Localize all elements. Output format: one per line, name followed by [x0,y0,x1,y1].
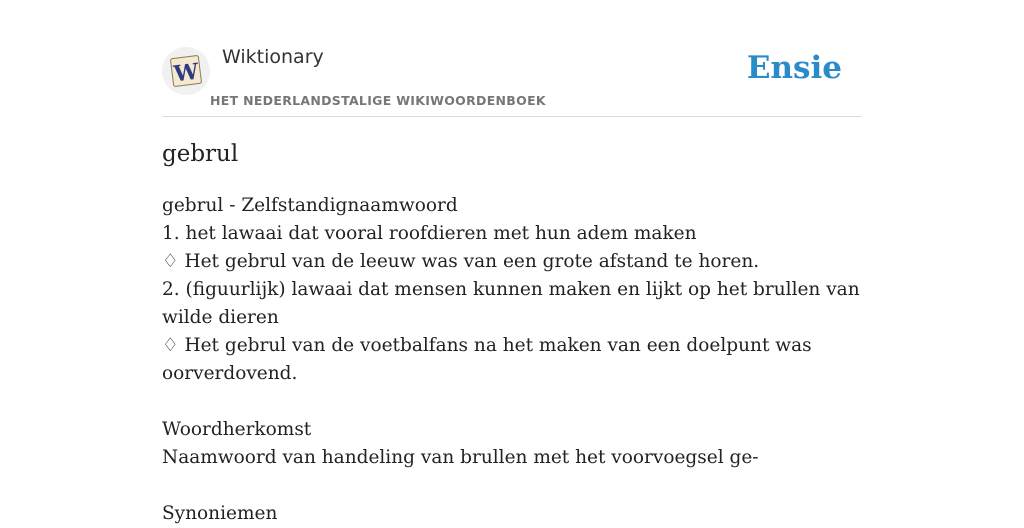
etymology-heading: Woordherkomst [162,419,312,440]
sense-1: 1. het lawaai dat vooral roofdieren met hun adem maken [162,223,697,244]
definition-block [162,192,862,528]
wiktionary-logo[interactable] [162,47,210,95]
spacer [162,472,862,500]
synonyms-heading: Synoniemen [162,503,278,524]
example-1: ♢ Het gebrul van de leeuw was van een grote afstand te horen. [162,251,760,272]
page-title: gebrul [162,141,239,167]
entry-content [162,138,862,528]
ensie-brand-link[interactable]: Ensie [746,50,842,86]
spacer [162,388,862,416]
site-name[interactable]: Wiktionary [222,46,324,68]
sense-2: 2. (figuurlijk) lawaai dat mensen kunnen maken en lijkt op het brullen van wilde dieren [162,279,860,328]
wiktionary-logo-icon [168,53,204,89]
example-2: ♢ Het gebrul van de voetbalfans na het maken van een doelpunt was oorverdovend. [162,335,812,384]
etymology-text: Naamwoord van handeling van brullen met het voorvoegsel ge- [162,447,759,468]
site-header [162,0,862,117]
site-tagline: HET NEDERLANDSTALIGE WIKIWOORDENBOEK [210,93,546,108]
entry-heading: gebrul - Zelfstandignaamwoord [162,195,458,216]
logo-letter: W [172,58,201,88]
